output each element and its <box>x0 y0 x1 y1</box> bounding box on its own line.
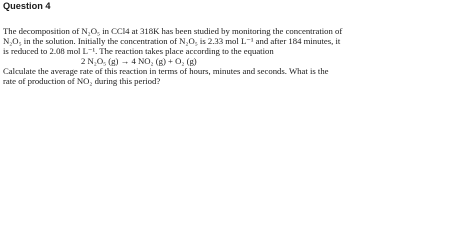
chemical-equation: 2 N₂O₅ (g) → 4 NO₂ (g) + O₂ (g) <box>81 56 197 66</box>
question-heading: Question 4 <box>3 1 51 11</box>
question-block <box>0 0 470 102</box>
question-text-line: is reduced to 2.08 mol L⁻¹. The reaction takes place according to the equation <box>3 46 274 56</box>
question-text-line: N₂O₅ in the solution. Initially the concentration of N₂O₅ is 2.33 mol L⁻¹ and after 184 minutes, it <box>3 36 341 46</box>
question-text-line: The decomposition of N₂O₅ in CCl4 at 318K has been studied by monitoring the concentration of <box>3 26 343 36</box>
question-text-line: rate of production of NO₂ during this period? <box>3 76 161 86</box>
question-text-line: Calculate the average rate of this reaction in terms of hours, minutes and seconds. What is the <box>3 66 329 76</box>
